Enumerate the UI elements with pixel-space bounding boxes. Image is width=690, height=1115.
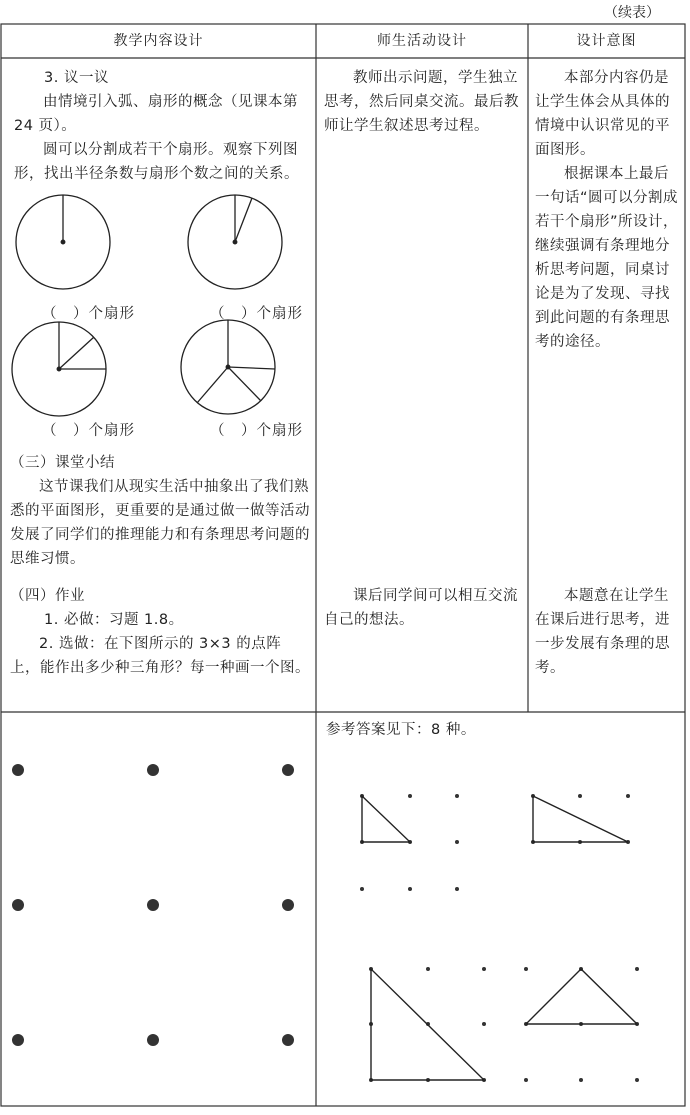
homework-item2: 2. 选做：在下图所示的 3×3 的点阵上，能作出多少种三角形？每一种画一个图。	[10, 636, 310, 676]
header-intent: 设计意图	[576, 33, 637, 49]
continued-label: （续表）	[604, 5, 660, 21]
teacher-activity-sec3: 教师出示问题，学生独立思考，然后同桌交流。最后教师让学生叙述思考过程。	[324, 70, 519, 134]
summary-title: （三）课堂小结	[10, 455, 115, 471]
circle-two-radii	[188, 195, 282, 289]
summary-text: 这节课我们从现实生活中抽象出了我们熟悉的平面图形，更重要的是通过做一做等活动发展了同学们的推理能力和有条理思考问题的思维习惯。	[10, 479, 310, 567]
section3-para2: 圆可以分割成若干个扇形。观察下列图形，找出半径条数与扇形个数之间的关系。	[14, 142, 299, 182]
intent-sec3-para1: 本部分内容仍是让学生体会从具体的情境中认识常见的平面图形。	[535, 70, 670, 158]
section3-title: 3. 议一议	[44, 70, 109, 86]
header-content: 教学内容设计	[113, 33, 204, 49]
blank-label-2: （ ）个扇形	[210, 306, 303, 322]
dot-lattice-3x3	[0, 712, 316, 1106]
sector-figures	[0, 0, 316, 450]
answer-triangle-2	[533, 796, 628, 842]
teacher-activity-homework: 课后同学间可以相互交流自己的想法。	[324, 588, 518, 628]
blank-label-4: （ ）个扇形	[210, 423, 303, 439]
homework-title: （四）作业	[10, 588, 85, 604]
intent-sec3-para2: 根据课本上最后一句话“圆可以分割成若干个扇形”所设计，继续强调有条理地分析思考问题，同桌讨论是为了发现、寻找到此问题的有条理思考的途径。	[535, 166, 679, 350]
intent-homework: 本题意在让学生在课后进行思考，进一步发展有条理的思考。	[535, 588, 670, 676]
circle-four-radii	[181, 320, 275, 414]
blank-label-1: （ ）个扇形	[42, 306, 135, 322]
answer-triangle-3	[371, 969, 484, 1080]
header-activity: 师生活动设计	[377, 33, 467, 49]
answer-triangle-4	[526, 969, 637, 1024]
answer-triangle-1	[362, 796, 410, 842]
homework-item1: 1. 必做：习题 1.8。	[44, 612, 184, 628]
answer-triangles	[316, 712, 686, 1106]
blank-label-3: （ ）个扇形	[42, 423, 135, 439]
answer-text: 参考答案见下：8 种。	[326, 722, 476, 738]
section3-para1: 由情境引入弧、扇形的概念（见课本第 24 页）。	[14, 94, 298, 134]
circle-one-radius	[16, 195, 110, 289]
circle-three-radii	[12, 322, 106, 416]
